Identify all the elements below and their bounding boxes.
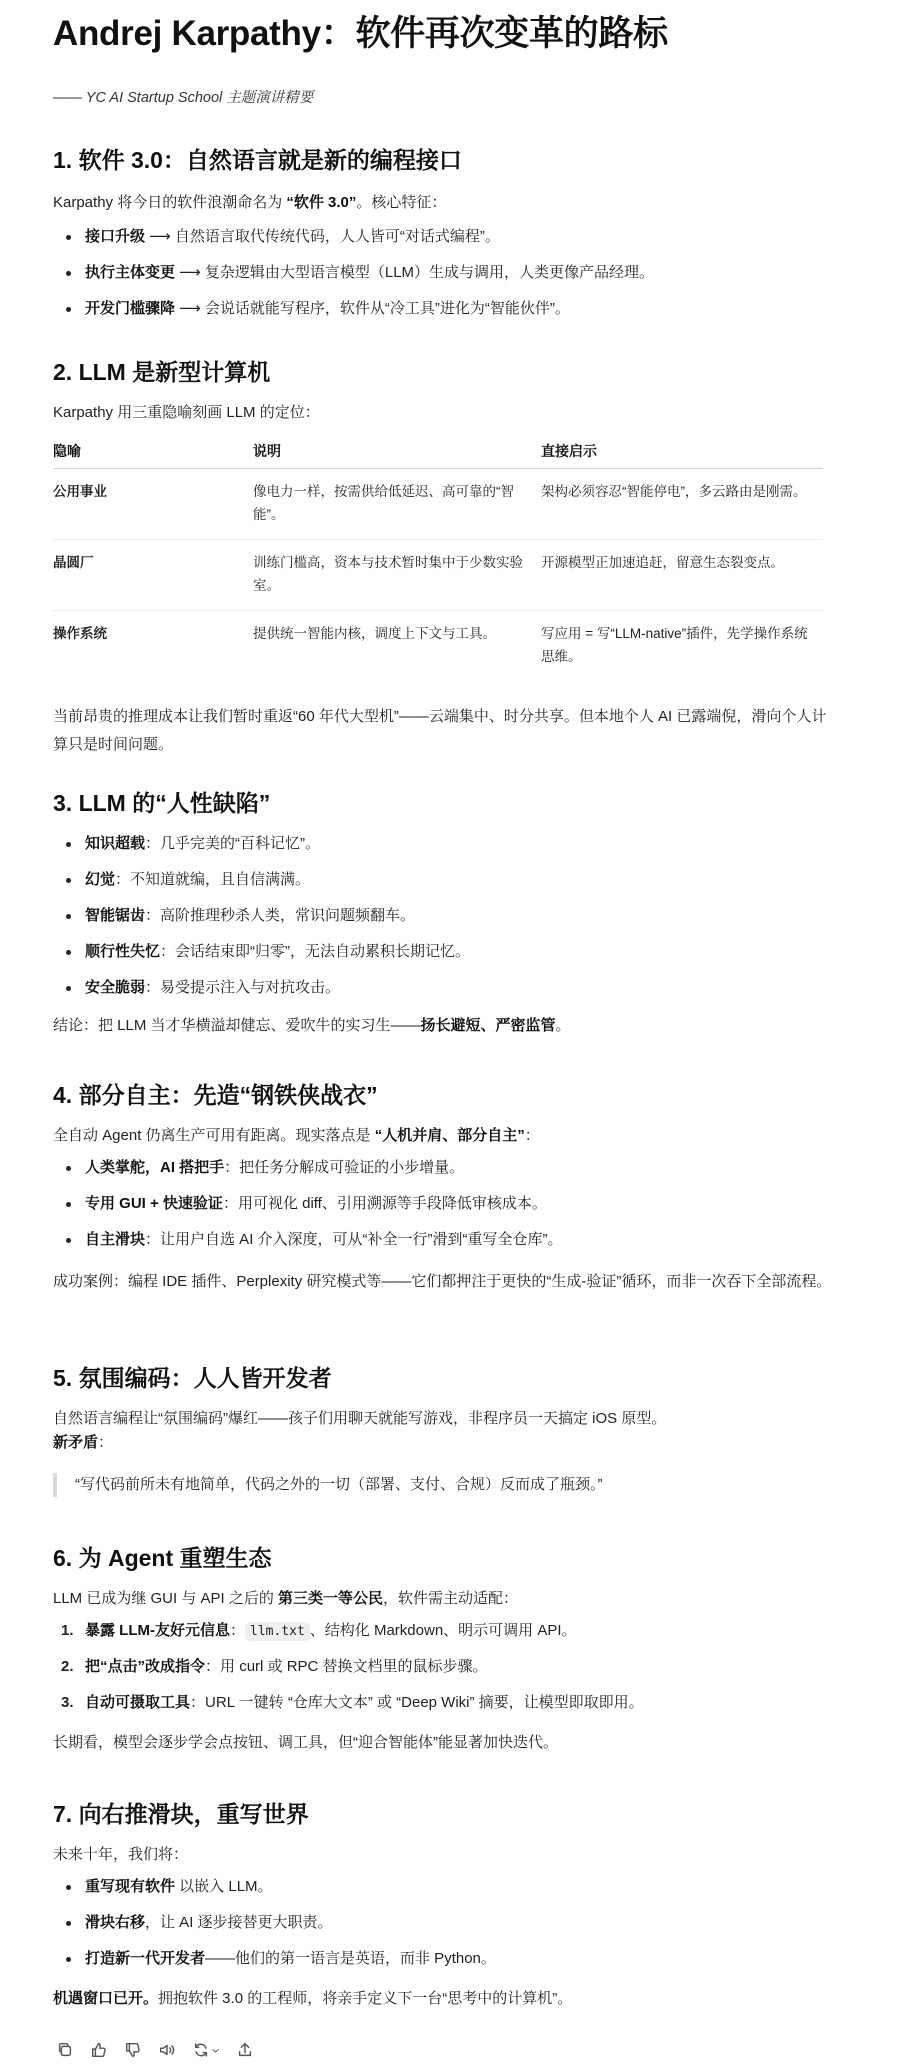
list-item: 重写现有软件 以嵌入 LLM。 xyxy=(53,1869,853,1905)
list-item: 执行主体变更 ⟶ 复杂逻辑由大型语言模型（LLM）生成与调用，人类更像产品经理。 xyxy=(53,255,853,291)
section-4 xyxy=(53,1078,853,1296)
table-cell: 写应用 = 写“LLM-native”插件，先学操作系统思维。 xyxy=(541,626,808,665)
section-2-heading: 2. LLM 是新型计算机 xyxy=(53,359,271,385)
list-item: 安全脆弱：易受提示注入与对抗攻击。 xyxy=(53,970,853,1006)
section-1-list xyxy=(53,219,853,327)
list-item: 开发门槛骤降 ⟶ 会说话就能写程序，软件从“冷工具”进化为“智能伙伴”。 xyxy=(53,291,853,327)
list-item: 专用 GUI + 快速验证：用可视化 diff、引用溯源等手段降低审核成本。 xyxy=(53,1186,853,1222)
section-2-intro: Karpathy 用三重隐喻刻画 LLM 的定位： xyxy=(53,404,320,421)
table-cell: 操作系统 xyxy=(53,626,107,642)
column-header: 直接启示 xyxy=(541,432,823,469)
table-cell: 架构必须容忍“智能停电”，多云路由是刚需。 xyxy=(541,469,823,540)
section-7 xyxy=(53,1797,853,2011)
list-item: 3. 自动可摄取工具：URL 一键转 “仓库大文本” 或 “Deep Wiki” 摘要，让模型即取即用。 xyxy=(61,1694,644,1711)
section-3-heading: 3. LLM 的“人性缺陷” xyxy=(53,790,271,816)
regenerate-icon[interactable] xyxy=(189,2038,223,2062)
section-4-list xyxy=(53,1150,853,1258)
section-5-line2: 新矛盾： xyxy=(53,1434,114,1451)
list-item: 自主滑块：让用户自选 AI 介入深度，可从“补全一行”滑到“重写全仓库”。 xyxy=(53,1222,853,1258)
copy-icon[interactable] xyxy=(53,2038,77,2062)
section-2-outro: 当前昂贵的推理成本让我们暂时重返“60 年代大型机”——云端集中、时分共享。但本地个人 AI 已露端倪，滑向个人计算只是时间问题。 xyxy=(53,708,827,754)
inline-code: llm.txt xyxy=(245,1622,310,1641)
page-subtitle: —— YC AI Startup School 主题演讲精要 xyxy=(53,90,314,106)
section-6-intro: LLM 已成为继 GUI 与 API 之后的 第三类一等公民，软件需主动适配： xyxy=(53,1590,519,1607)
section-7-intro: 未来十年，我们将： xyxy=(53,1846,189,1863)
table-row xyxy=(53,611,823,681)
section-6-heading: 6. 为 Agent 重塑生态 xyxy=(53,1545,272,1571)
section-3-outro: 结论：把 LLM 当才华横溢却健忘、爱吹牛的实习生——扬长避短、严密监管。 xyxy=(53,1017,571,1034)
table-cell: 晶圆厂 xyxy=(53,540,253,611)
column-header: 隐喻 xyxy=(53,432,253,469)
section-6-outro: 长期看，模型会逐步学会点按钮、调工具，但“迎合智能体”能显著加快迭代。 xyxy=(53,1734,558,1751)
list-item: 打造新一代开发者——他们的第一语言是英语，而非 Python。 xyxy=(53,1941,853,1977)
section-6 xyxy=(53,1541,853,1755)
list-item: 人类掌舵，AI 搭把手：把任务分解成可验证的小步增量。 xyxy=(53,1150,853,1186)
speaker-icon[interactable] xyxy=(155,2038,179,2062)
section-3-list xyxy=(53,826,853,1006)
table-cell: 提供统一智能内核，调度上下文与工具。 xyxy=(253,626,496,642)
column-header: 说明 xyxy=(253,432,541,469)
table-cell: 公用事业 xyxy=(53,469,253,540)
list-item: 知识超载：几乎完美的“百科记忆”。 xyxy=(53,826,853,862)
section-7-heading: 7. 向右推滑块，重写世界 xyxy=(53,1801,309,1827)
list-item: 1. 暴露 LLM-友好元信息： llm.txt 、结构化 Markdown、明示可调用 API。 xyxy=(61,1622,577,1639)
table-row xyxy=(53,540,823,611)
section-1-intro: Karpathy 将今日的软件浪潮命名为 “软件 3.0”。核心特征： xyxy=(53,194,447,211)
thumbs-up-icon[interactable] xyxy=(87,2038,111,2062)
list-item: 2. 把“点击”改成指令：用 curl 或 RPC 替换文档里的鼠标步骤。 xyxy=(61,1658,488,1675)
list-item: 顺行性失忆：会话结束即“归零”，无法自动累积长期记忆。 xyxy=(53,934,853,970)
section-7-list xyxy=(53,1869,853,1977)
section-4-intro: 全自动 Agent 仍离生产可用有距离。现实落点是 “人机并肩、部分自主”： xyxy=(53,1127,540,1144)
share-icon[interactable] xyxy=(233,2038,257,2062)
list-item: 滑块右移，让 AI 逐步接替更大职责。 xyxy=(53,1905,853,1941)
list-item: 幻觉：不知道就编，且自信满满。 xyxy=(53,862,853,898)
section-5-heading: 5. 氛围编码：人人皆开发者 xyxy=(53,1365,332,1391)
list-item: 接口升级 ⟶ 自然语言取代传统代码，人人皆可“对话式编程”。 xyxy=(53,219,853,255)
table-cell: 训练门槛高，资本与技术暂时集中于少数实验室。 xyxy=(253,540,541,611)
page-title: Andrej Karpathy：软件再次变革的路标 xyxy=(53,14,668,53)
section-7-outro: 机遇窗口已开。拥抱软件 3.0 的工程师，将亲手定义下一台“思考中的计算机”。 xyxy=(53,1990,573,2007)
thumbs-down-icon[interactable] xyxy=(121,2038,145,2062)
section-1 xyxy=(53,143,853,327)
section-6-list xyxy=(53,1613,853,1721)
section-5 xyxy=(53,1361,853,1497)
section-4-outro: 成功案例：编程 IDE 插件、Perplexity 研究模式等——它们都押注于更快的“生成-验证”循环，而非一次吞下全部流程。 xyxy=(53,1273,832,1290)
section-2 xyxy=(53,355,853,759)
list-item: 智能锯齿：高阶推理秒杀人类，常识问题频翻车。 xyxy=(53,898,853,934)
section-4-heading: 4. 部分自主：先造“钢铁侠战衣” xyxy=(53,1082,378,1108)
chevron-down-icon xyxy=(210,2045,221,2056)
metaphor-table xyxy=(53,432,823,681)
table-cell: 像电力一样，按需供给低延迟、高可靠的“智能”。 xyxy=(253,469,541,540)
table-row xyxy=(53,469,823,540)
section-3 xyxy=(53,786,853,1038)
message-action-bar xyxy=(53,2038,267,2062)
section-1-heading: 1. 软件 3.0：自然语言就是新的编程接口 xyxy=(53,147,462,173)
blockquote: “写代码前所未有地简单，代码之外的一切（部署、支付、合规）反而成了瓶颈。” xyxy=(53,1473,853,1497)
section-5-line1: 自然语言编程让“氛围编码”爆红——孩子们用聊天就能写游戏，非程序员一天搞定 iOS 原型。 xyxy=(53,1410,667,1427)
table-header-row xyxy=(53,432,823,469)
table-cell: 开源模型正加速追赶，留意生态裂变点。 xyxy=(541,540,823,611)
